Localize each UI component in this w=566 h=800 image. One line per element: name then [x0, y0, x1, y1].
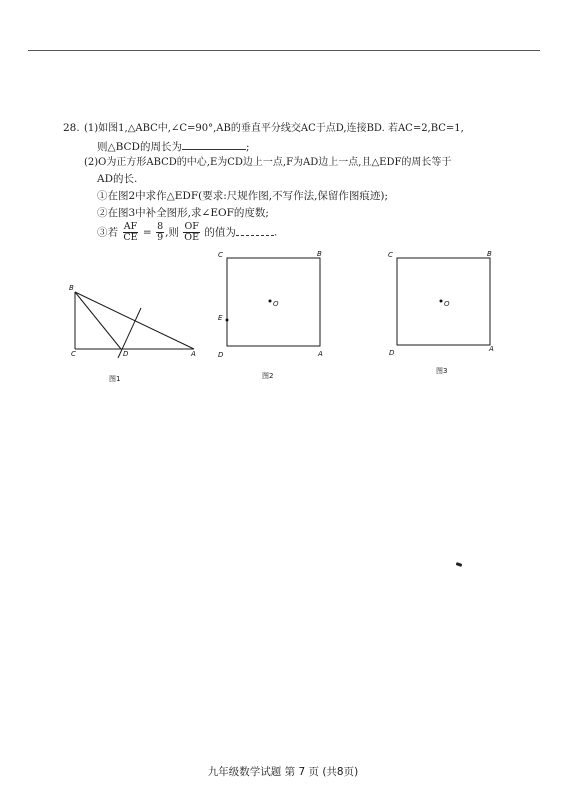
fig1-label-c: C — [71, 350, 76, 358]
part1-line1: (1)如图1,△ABC中,∠C=90°,AB的垂直平分线交AC于点D,连接BD. 若AC=2,BC=1, — [84, 123, 464, 134]
perpendicular-bisector — [118, 308, 141, 358]
sub3-end: . — [273, 226, 278, 239]
fig2-label-e: E — [218, 314, 223, 322]
fig3-caption: 图3 — [436, 367, 448, 375]
fraction-denominator: CE — [123, 232, 138, 243]
fig1-label-a: A — [191, 350, 196, 358]
fig3-label-o: O — [444, 300, 450, 308]
fig1-caption: 图1 — [109, 375, 121, 383]
fig2-point-o — [269, 300, 272, 303]
fraction-numerator: AF — [123, 221, 138, 232]
fig2-label-c: C — [218, 251, 223, 259]
fig3-label-c: C — [388, 251, 393, 259]
fig2-label-b: B — [317, 250, 322, 258]
sub-question-1: ①在图2中求作△EDF(要求:尺规作图,不写作法,保留作图痕迹); — [97, 190, 389, 202]
fig2-label-d: D — [218, 351, 224, 359]
fig2-caption: 图2 — [262, 372, 274, 380]
fraction-denominator: OE — [184, 232, 200, 243]
fig2-label-a: A — [318, 350, 323, 358]
fig3-label-d: D — [389, 349, 395, 357]
fraction-numerator: 8 — [157, 221, 164, 232]
fraction-numerator: OF — [184, 221, 199, 232]
page-footer: 九年级数学试题 第 7 页 (共8页) — [207, 766, 359, 778]
fig3-point-o — [440, 300, 443, 303]
fig3-label-a: A — [489, 345, 494, 353]
sub3-mid: ,则 — [165, 226, 179, 239]
sub3-prefix: ③若 — [97, 226, 118, 239]
segment-ab — [75, 292, 194, 349]
fig3-label-b: B — [487, 250, 492, 258]
part1-line2-text: 则△BCD的周长为 — [97, 141, 182, 153]
segment-bd — [75, 292, 121, 349]
figure-1 — [75, 292, 194, 358]
question-number: 28. — [63, 122, 80, 134]
part2-line2: AD的长. — [97, 173, 138, 185]
fig1-label-b: B — [69, 284, 74, 292]
fig2-point-e — [226, 319, 229, 322]
fraction-denominator: 9 — [157, 232, 164, 243]
part1-line2-end: ; — [245, 141, 250, 153]
sub-question-2: ②在图3中补全图形,求∠EOF的度数; — [97, 207, 269, 219]
fig2-label-o: O — [273, 300, 279, 308]
sub3-suffix: 的值为 — [204, 226, 236, 239]
sub3-equals: = — [142, 226, 152, 239]
part2-line1: (2)O为正方形ABCD的中心,E为CD边上一点,F为AD边上一点,且△EDF的周长等于 — [84, 157, 452, 168]
fig1-label-d: D — [123, 350, 129, 358]
